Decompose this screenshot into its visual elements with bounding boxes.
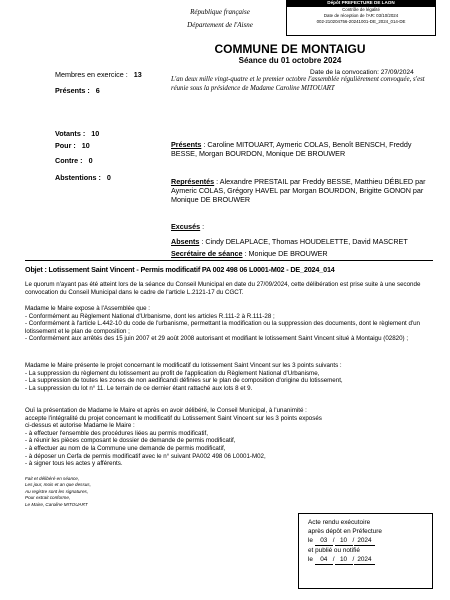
expose-line: - Conformément au Règlement National d'Urbanisme, dont les articles R.111-2 à R.111-28 ; — [25, 312, 275, 320]
representes-list: : Alexandre PRESTAIL par Freddy BESSE, Matthieu DÉBLED par Aymeric COLAS, Grégory HAVEL par Morgan BOURDON, Brigitte GONON par Monique DE BROUWER — [171, 177, 426, 204]
expose-paragraph — [25, 305, 430, 343]
seance-date: Séance du 01 octobre 2024 — [238, 56, 342, 65]
stamp-title: Dépôt PREFECTURE DE LAON — [287, 0, 435, 7]
acte-line: et publié ou notifié — [308, 547, 360, 554]
document-header — [150, 6, 290, 32]
presents-count-label: Présents : — [55, 86, 90, 95]
presents-label: Présents — [171, 140, 202, 149]
projet-line: Madame le Maire présente le projet concernant le modificatif du lotissement Saint Vincent sur les 3 points suivants : — [25, 362, 342, 369]
abstentions-count — [55, 173, 111, 182]
acte-date-depot: le 03 / 10 / 2024 — [308, 536, 432, 546]
republique-label: République française — [190, 8, 250, 16]
stamp-line: Contrôle de légalité — [342, 7, 380, 12]
stamp-line: Date de réception de l'AR: 03/10/2024 — [323, 13, 399, 18]
acte-le: le — [308, 556, 313, 563]
votants-label: Votants : — [55, 129, 86, 138]
presents-count-value: 6 — [95, 86, 100, 95]
acte-year: 2024 — [354, 555, 374, 565]
section-divider — [25, 260, 433, 261]
decision-paragraph — [25, 407, 430, 468]
projet-paragraph — [25, 362, 430, 392]
votants-value: 10 — [91, 129, 100, 138]
presents-block — [171, 140, 433, 158]
presents-count — [55, 86, 100, 95]
executory-box — [298, 513, 433, 589]
acte-day: 04 — [315, 555, 333, 565]
acte-day: 03 — [315, 536, 333, 546]
intro-text: L'an deux mille vingt-quatre et le premier octobre l'assemblée régulièrement convoquée, s'est réunie sous la présidence de Madame Caroline MITOUART — [171, 76, 425, 92]
prefecture-stamp — [286, 0, 436, 36]
decision-line: ci-dessus et autorise Madame le Maire : — [25, 422, 135, 430]
decision-line: accepte l'intégralité du projet concernant le modificatif du Lotissement Saint Vincent sur les 3 points exposés — [25, 414, 322, 422]
contre-count — [55, 156, 93, 165]
convocation-date: Date de la convocation: 27/09/2024 — [310, 69, 414, 76]
decision-line: - à réunir les pièces composant le dossier de demande de permis modificatif, — [25, 437, 236, 445]
signature-block — [25, 476, 145, 508]
signature-line: Le Maire, Caroline MITOUART — [25, 501, 88, 507]
decision-line: - à signer tous les actes y afférents. — [25, 460, 123, 468]
decision-line: - à effectuer l'ensemble des procédures liées au permis modificatif, — [25, 429, 208, 437]
secretaire-label: Secrétaire de séance — [171, 249, 243, 258]
membres-value: 13 — [133, 70, 142, 79]
membres-label: Membres en exercice : — [55, 70, 128, 79]
expose-line: Madame le Maire expose à l'Assemblée que : — [25, 305, 150, 312]
departement-label: Département de l'Aisne — [187, 21, 253, 29]
signature-line: Pour extrait conforme, — [25, 495, 71, 501]
projet-line: - La suppression de toutes les zones de non aedificandi définies sur le plan de composition d'origine du lotissement, — [25, 377, 343, 385]
absents-block — [171, 237, 433, 246]
quorum-paragraph: Le quorum n'ayant pas été atteint lors de la séance du Conseil Municipal en date du 27/09/2024, cette délibération est prise suite à une seconde convocation du Conseil Municipal dans le cadre de l'article L.2121-17 du CGCT. — [25, 281, 421, 296]
signature-line: Les jour, mois et an que dessus, — [25, 482, 91, 488]
acte-le: le — [308, 537, 313, 544]
acte-date-publication: le 04 / 10 / 2024 — [308, 555, 432, 565]
decision-line: - à déposer un Cerfa de permis modificatif avec le n° suivant PA002 498 06 L0001-M02, — [25, 452, 266, 460]
acte-line: après dépôt en Préfecture — [308, 528, 382, 535]
excuses-list: : — [202, 222, 205, 231]
decision-line: - à effectuer au nom de la Commune une demande de permis modificatif, — [25, 444, 226, 452]
objet-line: Objet : Lotissement Saint Vincent - Permis modificatif PA 002 498 06 L0001-M02 - DE_2024_014 — [25, 265, 335, 274]
excuses-block — [171, 222, 433, 231]
representes-label: Représentés — [171, 177, 215, 186]
acte-line: Acte rendu exécutoire — [308, 519, 371, 526]
representes-block — [171, 177, 433, 204]
expose-line: - Conformément à l'article L.442-10 du code de l'urbanisme, permettant la modification ou la suppression des documents, dont le règlement d'un lotissement et le plan de composition ; — [25, 320, 420, 335]
presents-list: : Caroline MITOUART, Aymeric COLAS, Benoît BENSCH, Freddy BESSE, Morgan BOURDON, Monique DE BROUWER — [171, 140, 412, 158]
commune-title: COMMUNE DE MONTAIGU — [214, 42, 366, 56]
abstentions-value: 0 — [106, 173, 111, 182]
decision-line: Ouï la présentation de Madame le Maire et après en avoir délibéré, le Conseil Municipal, à l'unanimité : — [25, 407, 307, 414]
abstentions-label: Abstentions : — [55, 173, 101, 182]
acte-month: 10 — [335, 536, 353, 546]
membres-count — [55, 70, 142, 79]
projet-line: - La suppression du règlement du lotissement au profit de l'application du Règlement National d'Urbanisme, — [25, 369, 320, 377]
absents-list: : Cindy DELAPLACE, Thomas HOUDELETTE, David MASCRET — [201, 237, 408, 246]
secretaire-name: : Monique DE BROUWER — [242, 249, 328, 258]
pour-count — [55, 141, 90, 150]
stamp-line: 002-210204756-20241001-DE_2024_014-DE — [316, 19, 406, 24]
signature-line: Au registre sont les signatures, — [25, 488, 89, 494]
contre-label: Contre : — [55, 156, 83, 165]
expose-line: - Conformément aux arrêtés des 15 juin 2007 et 29 août 2008 autorisant et modifiant le lotissement Saint Vincent situé à Montaigu (02820) ; — [25, 335, 409, 343]
pour-label: Pour : — [55, 141, 76, 150]
acte-year: 2024 — [354, 536, 374, 546]
absents-label: Absents — [171, 237, 200, 246]
secretaire-line — [171, 249, 433, 258]
votants-count — [55, 129, 99, 138]
signature-line: Fait et délibéré en séance, — [25, 476, 80, 481]
acte-month: 10 — [335, 555, 353, 565]
pour-value: 10 — [81, 141, 90, 150]
projet-line: - La suppression du lot n° 11. Le terrain de ce dernier étant rattaché aux lots 8 et 9. — [25, 384, 253, 392]
contre-value: 0 — [88, 156, 93, 165]
excuses-label: Excusés — [171, 222, 201, 231]
